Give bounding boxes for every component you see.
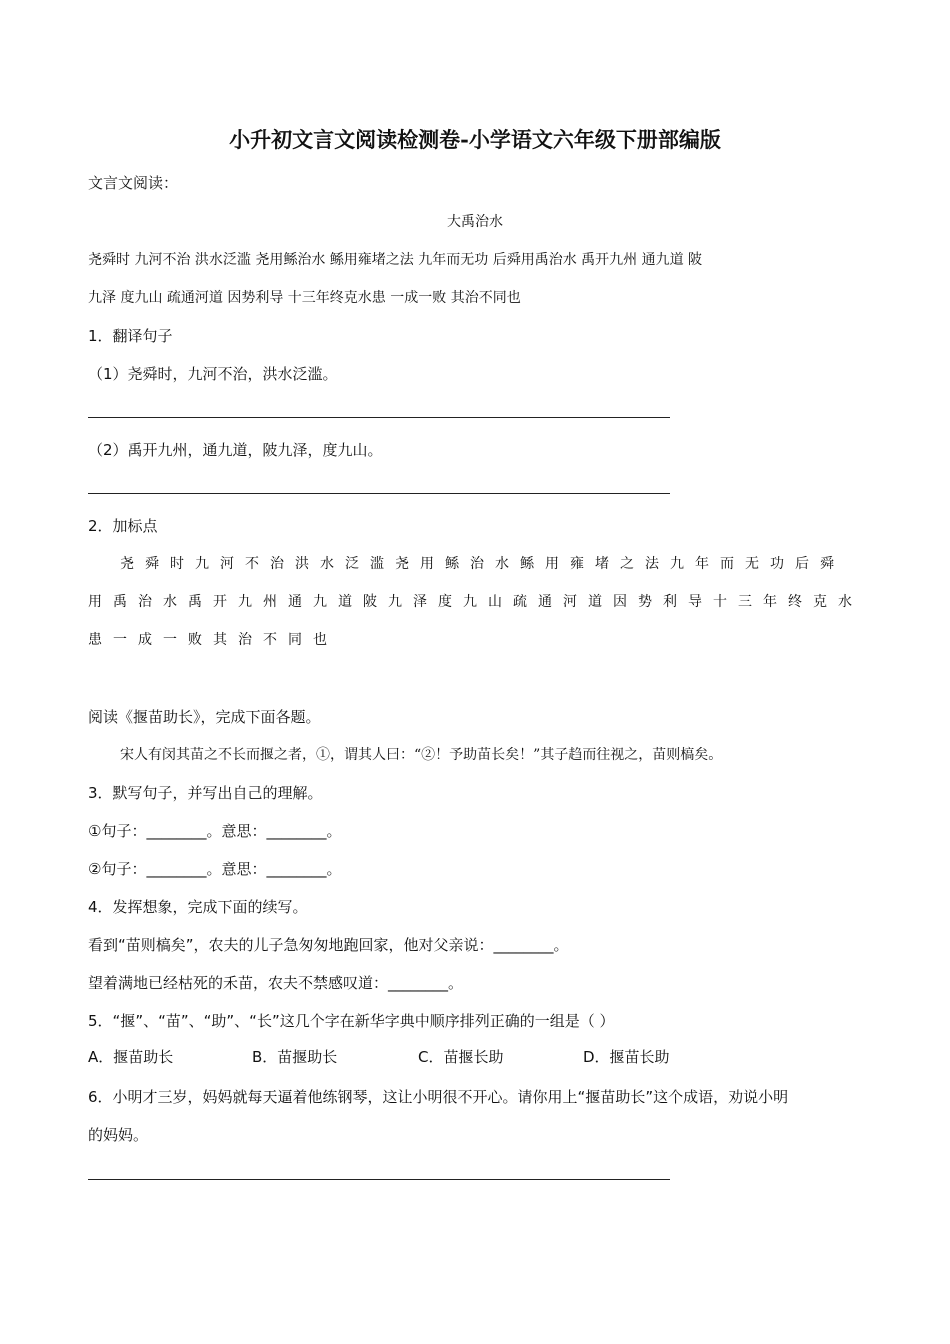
question-3-item-1: ①句子：________。意思：________。 (88, 822, 342, 840)
question-6-line-2: 的妈妈。 (88, 1126, 149, 1144)
option-d[interactable]: D．揠苗长助 (583, 1048, 670, 1066)
passage-title: 大禹治水 (447, 214, 503, 230)
question-4-line-1: 看到“苗则槁矣”，农夫的儿子急匆匆地跑回家，他对父亲说：________。 (88, 936, 569, 954)
question-6-line-1: 6．小明才三岁，妈妈就每天逼着他练钢琴，这让小明很不开心。请你用上“揠苗助长”这个成语，劝说小明 (88, 1088, 789, 1106)
option-a[interactable]: A．揠苗助长 (88, 1048, 174, 1066)
question-5-heading: 5．“揠”、“苗”、“助”、“长”这几个字在新华字典中顺序排列正确的一组是（ ） (88, 1012, 615, 1030)
question-3-heading: 3．默写句子，并写出自己的理解。 (88, 784, 323, 802)
passage-line: 尧舜时 九河不治 洪水泛滥 尧用鲧治水 鲧用雍堵之法 九年而无功 后舜用禹治水 禹开九州 通九道 陂 (88, 252, 703, 268)
story-passage: 宋人有闵其苗之不长而揠之者，①，谓其人曰：“②！予助苗长矣！”其子趋而往视之，苗则槁矣。 (120, 747, 723, 763)
answer-line[interactable] (88, 417, 670, 418)
option-c[interactable]: C．苗揠长助 (418, 1048, 504, 1066)
question-4-heading: 4．发挥想象，完成下面的续写。 (88, 898, 308, 916)
question-2-heading: 2．加标点 (88, 517, 158, 535)
question-1-sub-2: （2）禹开九州，通九道，陂九泽，度九山。 (88, 441, 383, 459)
question-1-sub-1: （1）尧舜时，九河不治，洪水泛滥。 (88, 365, 338, 383)
passage-line: 九泽 度九山 疏通河道 因势利导 十三年终克水患 一成一败 其治不同也 (88, 290, 521, 306)
question-4-line-2: 望着满地已经枯死的禾苗，农夫不禁感叹道：________。 (88, 974, 464, 992)
option-b[interactable]: B．苗揠助长 (252, 1048, 338, 1066)
page-title: 小升初文言文阅读检测卷-小学语文六年级下册部编版 (229, 127, 721, 152)
question-3-item-2: ②句子：________。意思：________。 (88, 860, 342, 878)
answer-line[interactable] (88, 493, 670, 494)
punctuation-text-line: 尧舜时九河不治洪水泛滥尧用鲧治水鲧用雍堵之法九年而无功后舜 (120, 556, 845, 572)
punctuation-text-line: 患一成一败其治不同也 (88, 632, 338, 648)
section-intro-story: 阅读《揠苗助长》，完成下面各题。 (88, 708, 321, 726)
punctuation-text-line: 用禹治水禹开九州通九道陂九泽度九山疏通河道因势利导十三年终克水 (88, 594, 863, 610)
question-1-heading: 1．翻译句子 (88, 327, 173, 345)
answer-line[interactable] (88, 1179, 670, 1180)
section-intro-reading: 文言文阅读： (88, 174, 179, 192)
